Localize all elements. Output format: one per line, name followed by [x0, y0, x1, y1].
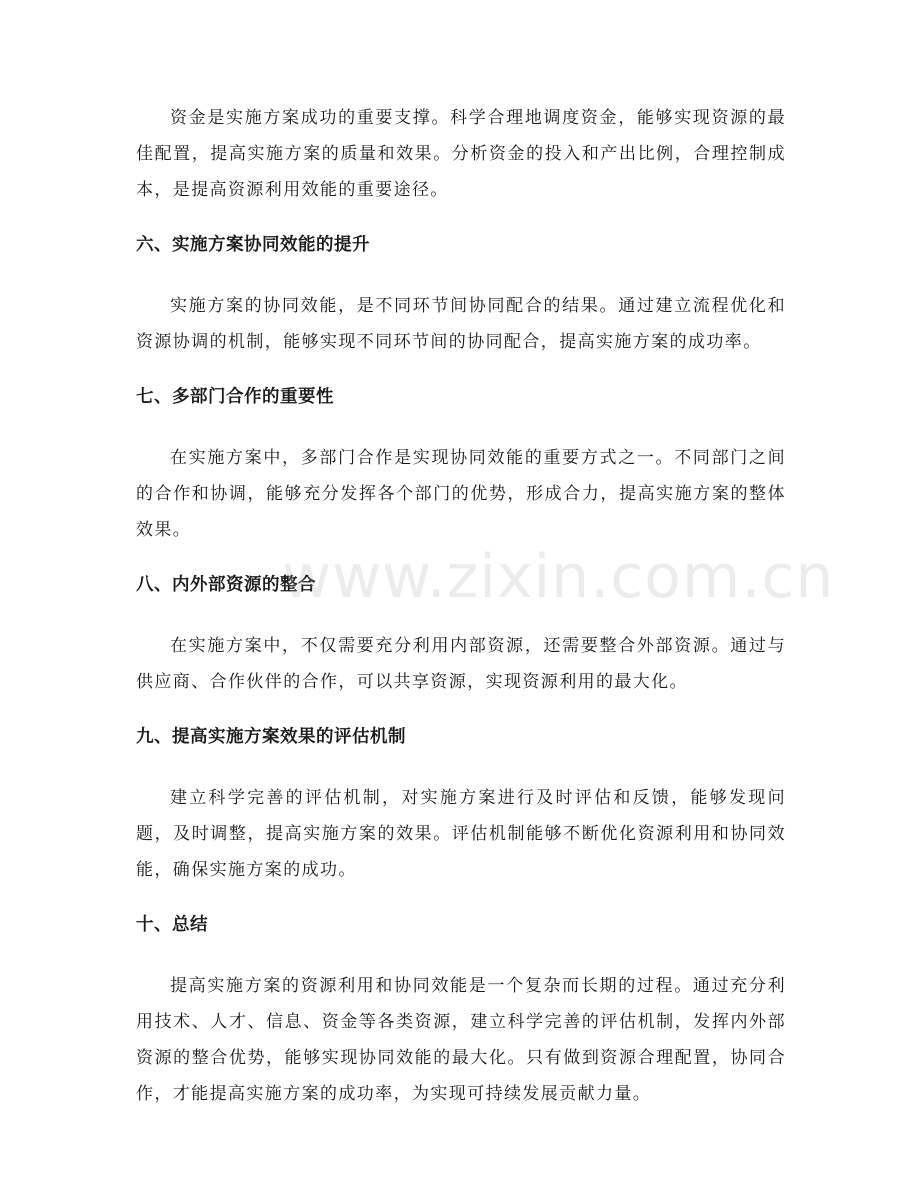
heading-section-8: 八、内外部资源的整合 [136, 575, 316, 595]
document-body [136, 100, 786, 1112]
heading-section-7: 七、多部门合作的重要性 [136, 387, 334, 407]
paragraph-section-8: 在实施方案中，不仅需要充分利用内部资源，还需要整合外部资源。通过与供应商、合作伙伴的合作，可以共享资源，实现资源利用的最大化。 [136, 636, 786, 692]
paragraph-section-6: 实施方案的协同效能，是不同环节间协同配合的结果。通过建立流程优化和资源协调的机制，能够实现不同环节间的协同配合，提高实施方案的成功率。 [136, 296, 786, 352]
paragraph-section-7: 在实施方案中，多部门合作是实现协同效能的重要方式之一。不同部门之间的合作和协调，能够充分发挥各个部门的优势，形成合力，提高实施方案的整体效果。 [136, 448, 786, 540]
heading-section-9: 九、提高实施方案效果的评估机制 [136, 727, 406, 747]
watermark-text: www.zixin.com.cn [282, 542, 835, 612]
paragraph-section-9: 建立科学完善的评估机制，对实施方案进行及时评估和反馈，能够发现问题，及时调整，提高实施方案的效果。评估机制能够不断优化资源利用和协同效能，确保实施方案的成功。 [136, 788, 786, 880]
paragraph-section-10: 提高实施方案的资源利用和协同效能是一个复杂而长期的过程。通过充分利用技术、人才、信息、资金等各类资源，建立科学完善的评估机制，发挥内外部资源的整合优势，能够实现协同效能的最大化。只有做到资源合理配置，协同合作，才能提高实施方案的成功率，为实现可持续发展贡献力量。 [136, 976, 786, 1104]
paragraph-funding: 资金是实施方案成功的重要支撑。科学合理地调度资金，能够实现资源的最佳配置，提高实施方案的质量和效果。分析资金的投入和产出比例，合理控制成本，是提高资源利用效能的重要途径。 [136, 108, 786, 200]
heading-section-10: 十、总结 [136, 915, 208, 935]
heading-section-6: 六、实施方案协同效能的提升 [136, 235, 370, 255]
